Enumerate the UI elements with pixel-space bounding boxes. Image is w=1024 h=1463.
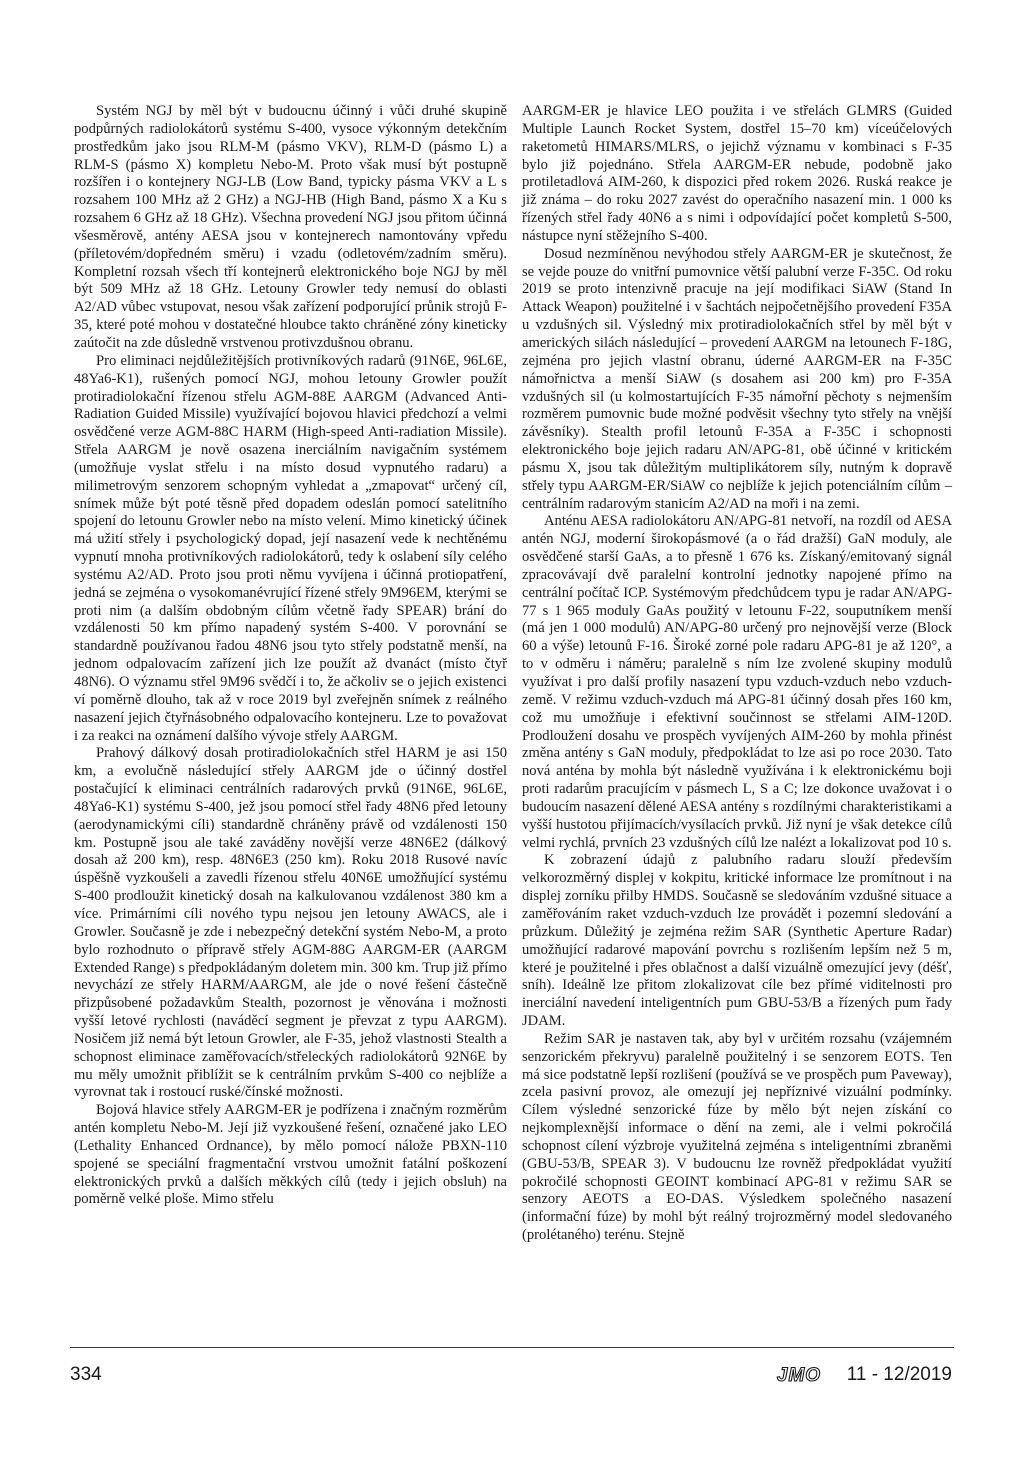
jmo-logo <box>765 1362 833 1388</box>
paragraph-continued: AARGM-ER je hlavice LEO použita i ve střelách GLMRS (Guided Multiple Launch Rocket System, dostřel 15–70 km) víceúčelových raketometů HIMARS/MLRS, o jejichž významu v kombinaci s F-35 bylo již pojednáno. Střela AARGM-ER nebude, podobně jako protiletadlová AIM-260, k dispozici před rokem 2026. Ruská reakce je již známa – do roku 2027 zavést do operačního nasazení min. 1 000 ks řízených střel řady 40N6 a s nimi i odpovídající počet kompletů S-500, nástupce nyní stěžejního S-400. <box>522 103 952 244</box>
issue-label: 11 - 12/2019 <box>846 1364 952 1385</box>
paragraph: K zobrazení údajů z palubního radaru slouží především velkorozměrný displej v kokpitu, kritické informace lze promítnout i na displej zorníku přilby HMDS. Současně se sledováním vzdušné situace a zaměřováním raket vzduch-vzduch lze provádět i pozemní sledování a průzkum. Důležitý je zejména režim SAR (Synthetic Aperture Radar) umožňující radarové mapování povrchu s rozlišením lepším než 5 m, které je použitelné i přes oblačnost a další vizuálně omezující jevy (déšť, sníh). Ideálně lze přitom zlokalizovat cíle bez přímé viditelnosti pro inerciální navedení inteligentních pum GBU-53/B a řízených pum řady JDAM. <box>522 852 952 1030</box>
paragraph: Režim SAR je nastaven tak, aby byl v určitém rozsahu (vzájemném senzorickém překryvu) paralelně použitelný i se senzorem EOTS. Ten má sice podstatně lepší rozlišení (používá se ve prospěch pum Paveway), zcela pasivní provoz, ale omezují jej nepříznivé vizuální podmínky. Cílem výsledné senzorické fúze by mělo být nejen získání co nejkomplexnější informace o dění na zemi, ale i velmi pokročilá schopnost cílení výzbroje využitelná zejména s inteligentními zbraněmi (GBU-53/B, SPEAR 3). V budoucnu lze rovněž předpokládat využití pokročilé schopnosti GEOINT kombinací APG-81 v režimu SAR se senzory AEOTS a EO-DAS. Výsledkem společného nasazení (informační fúze) by mohl být reálný trojrozměrný model sledovaného (prolétaného) terénu. Stejně <box>522 1030 952 1244</box>
paragraph: Dosud nezmíněnou nevýhodou střely AARGM-ER je skutečnost, že se vejde pouze do vnitřní pumovnice větší palubní verze F-35C. Od roku 2019 se proto intenzivně pracuje na její modifikaci SiAW (Stand In Attack Weapon) použitelné i v šachtách nejpočetnějšího provedení F35A u vzdušných sil. Výsledný mix protiradiolokačních střel by měl být v amerických silách následující – provedení AARGM na letounech F-18G, zejména pro jejich vlastní obranu, úderné AARGM-ER na F-35C námořnictva a menší SiAW (s dosahem asi 200 km) pro F-35A vzdušných sil (u kolmostartujících F-35 námořní pěchoty s nejmenším rozměrem pumovnic bude možné podvěsit všechny tyto střely na vnější závěsníky). Stealth profil letounů F-35A a F-35C i schopnosti elektronického boje jejich radaru AN/APG-81, obě účinné v kritickém pásmu X, jsou tak důležitým multiplikátorem síly, nutným k dopravě střely typu AARGM-ER/SiAW co nejblíže k jejich potenciálním cílům – centrálním radarovým stanicím A2/AD na moři i na zemi. <box>522 245 952 512</box>
footer-divider <box>70 1347 954 1348</box>
page-number: 334 <box>70 1364 102 1385</box>
paragraph: Prahový dálkový dosah protiradiolokačních střel HARM je asi 150 km, a evolučně následující střely AARGM jde o účinný dostřel postačující k eliminaci centrálních radarových prvků (91N6E, 96L6E, 48Ya6-K1) systému S-400, jež jsou pomocí střel řady 48N6 před letouny (aerodynamickými cíli) standardně chráněny právě od vzdálenosti 150 km. Postupně jsou ale také zaváděny novější verze 48N6E2 (dálkový dosah až 200 km), resp. 48N6E3 (250 km). Roku 2018 Rusové navíc úspěšně vyzkoušeli a zavedli řízenou střelu 40N6E umožňující systému S-400 prodloužit kinetický dosah na kalkulovanou vzdálenost 380 km a více. Primárními cíli nového typu nejsou jen letouny AWACS, ale i Growler. Současně je zde i nebezpečný detekční systém Nebo-M, a proto bylo rozhodnuto o přípravě střely AGM-88G AARGM-ER (AARGM Extended Range) s předpokládaným doletem min. 300 km. Trup již přímo nevychází ze střely HARM/AARGM, ale jde o nové řešení částečně přizpůsobené požadavkům Stealth, pozornost je věnována i možnosti vyšší letové rychlosti (naváděcí segment je převzat z typu AARGM). Nosičem již nemá být letoun Growler, ale F-35, jehož vlastnosti Stealth a schopnost eliminace zaměřovacích/střeleckých radiolokátorů 92N6E by mu měly umožnit přiblížit se k centrálním prvkům S-400 co nejblíže a vyrovnat tak i rostoucí ruské/čínské možnosti. <box>74 745 507 1101</box>
svg-text:JMO: JMO <box>776 1365 821 1386</box>
paragraph: Anténu AESA radiolokátoru AN/APG-81 netvoří, na rozdíl od AESA antén NGJ, moderní širokopásmové (a o řád dražší) GaN moduly, ale osvědčené starší GaAs, a to přesně 1 676 ks. Získaný/emitovaný signál zpracovávají dvě paralelní kontrolní jednotky napojené přímo na centrální počítač ICP. Systémovým předchůdcem typu je radar AN/APG-77 s 1 965 moduly GaAs použitý v letounu F-22, souputníkem menší (má jen 1 000 modulů) AN/APG-80 určený pro nejnovější verze (Block 60 a výše) letounů F-16. Široké zorné pole radaru APG-81 je až 120°, a to v odměru i náměru; paralelně s ním lze zvolené skupiny modulů využívat i pro další profily nasazení typu vzduch-vzduch nebo vzduch-země. V režimu vzduch-vzduch má APG-81 účinný dosah přes 160 km, což mu umožňuje i efektivní součinnost se střelami AIM-120D. Prodloužení dosahu ve prospěch vyvíjených AIM-260 by mohla přinést změna antény s GaN moduly, předpokládat to lze asi po roce 2030. Tato nová anténa by mohla být následně využívána i k elektronickému boji proti radarům pracujícím v pásmech L, S a C; lze dokonce uvažovat i o budoucím nasazení dělené AESA antény s rozdílnými charakteristikami a vyšší hustotou přijímacích/vysílacích prvků. Již nyní je však detekce cílů velmi rychlá, prvních 23 vzdušných cílů lze nalézt a lokalizovat pod 10 s. <box>522 513 952 851</box>
text-column-left <box>74 103 507 1209</box>
text-column-right <box>522 103 952 1245</box>
paragraph: Bojová hlavice střely AARGM-ER je podřízena i značným rozměrům antén kompletu Nebo-M. Její již vyzkoušené řešení, označené jako LEO (Lethality Enhanced Ordnance), by mělo pomocí nálože PBXN-110 spojené se speciální fragmentační vrstvou umožnit fatální poškození elektronických prvků a dalších měkkých cílů (tedy i jejich obsluh) na poměrně velké ploše. Mimo střelu <box>74 1102 507 1208</box>
footer-issue <box>765 1360 952 1390</box>
paragraph: Pro eliminaci nejdůležitějších protivníkových radarů (91N6E, 96L6E, 48Ya6-K1), rušených pomocí NGJ, mohou letouny Growler použít protiradiolokační řízenou střelu AGM-88E AARGM (Advanced Anti-Radiation Guided Missile) využívající bojovou hlavici předchozí a velmi osvědčené verze AGM-88C HARM (High-speed Anti-radiation Missile). Střela AARGM je nově osazena inerciálním navigačním systémem (umožňuje vyslat střelu i na místo dosud vypnutého radaru) a milimetrovým senzorem schopným vyhledat a „zmapovat“ určený cíl, snímek může být poté těsně před dopadem odeslán pomocí satelitního spojení do letounu Growler nebo na místo velení. Mimo kinetický účinek má užití střely i psychologický dopad, její nasazení vede k nechtěnému vypnutí mnoha protivníkových radiolokátorů, tedy k oslabení síly celého systému A2/AD. Proto jsou proti němu vyvíjena i účinná protiopatření, jedná se zejména o vysokomanévrující řízené střely 9M96EM, kterými se proti nim (a dalším obdobným cílům včetně řady SPEAR) brání do vzdálenosti 50 km přímo napadený systém S-400. V porovnání se standardně používanou řadou 48N6 jsou tyto střely podstatně menší, na jednom odpalovacím zařízení jich lze použít až dvanáct (místo čtyř 48N6). O významu střel 9M96 svědčí i to, že ačkoliv se o jejich existenci ví poměrně dlouho, tak až v roce 2019 byl zveřejněn snímek z reálného nasazení jejich čtyřnásobného odpalovacího kontejneru. Lze to považovat i za reakci na oznámení dalšího vývoje střely AARGM. <box>74 352 507 744</box>
paragraph: Systém NGJ by měl být v budoucnu účinný i vůči druhé skupině podpůrných radiolokátorů systému S-400, vysoce výkonným detekčním prostředkům jako jsou RLM-M (pásmo VKV), RLM-D (pásmo L) a RLM-S (pásmo X) kompletu Nebo-M. Proto však musí být postupně rozšířen i o kontejnery NGJ-LB (Low Band, typicky pásma VKV a L s rozsahem 100 MHz až 2 GHz) a NGJ-HB (High Band, pásmo X a Ku s rozsahem 6 GHz až 18 GHz). Všechna provedení NGJ jsou přitom účinná všesměrově, antény AESA jsou v kontejnerech namontovány vpředu (příletovém/dopředném směru) i vzadu (odletovém/zadním směru). Kompletní rozsah všech tří kontejnerů elektronického boje NGJ by měl být 509 MHz až 18 GHz. Letouny Growler tedy nemusí do oblasti A2/AD vůbec vstupovat, nesou však zařízení podporující průnik strojů F-35, které poté mohou v dostatečné hloubce takto chráněné zóny kineticky zaútočit na zde důsledně vrstvenou protivzdušnou obranu. <box>74 103 507 351</box>
